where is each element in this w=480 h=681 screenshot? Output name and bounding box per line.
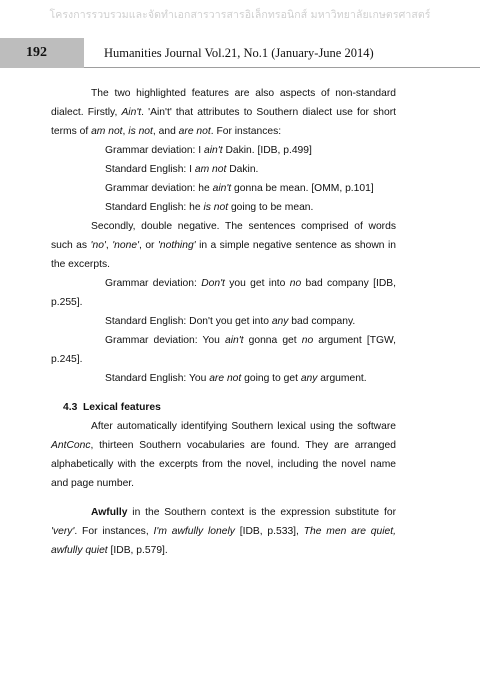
paragraph-ain't: The two highlighted features are also aspects of non-standard dialect. Firstly, Ain't. 'Ain't' that attributes to Southern dialect use for short terms of am not, is not, and are not. For instances:: [51, 88, 396, 137]
example-line: Grammar deviation: I ain't Dakin. [IDB, p.499]: [105, 145, 312, 156]
paragraph-lexical: After automatically identifying Southern lexical using the software AntConc, thirteen Southern vocabularies are found. They are arranged alphabetically with the excerpts from the novel, including the novel name and page number.: [51, 421, 396, 489]
spacer: [51, 493, 396, 503]
example-line: Standard English: I am not Dakin.: [105, 164, 259, 175]
example-line: Grammar deviation: Don't you get into no bad company [IDB, p.255].: [51, 278, 396, 308]
paragraph-awfully: Awfully in the Southern context is the expression substitute for 'very'. For instances, I'm awfully lonely [IDB, p.533], The men are quiet, awfully quiet [IDB, p.579].: [51, 507, 396, 556]
example-line: Grammar deviation: You ain't gonna get no argument [TGW, p.245].: [51, 335, 397, 365]
header-divider: [84, 67, 480, 68]
section-number: 4.3: [63, 402, 78, 413]
section-title: Lexical features: [83, 402, 161, 413]
example-line: Standard English: You are not going to get any argument.: [105, 373, 367, 384]
page-number-tab: [0, 38, 84, 68]
journal-title: Humanities Journal Vol.21, No.1 (January-June 2014): [104, 46, 374, 60]
example-line: Standard English: Don't you get into any bad company.: [105, 316, 356, 327]
example-line: Grammar deviation: he ain't gonna be mean. [OMM, p.101]: [105, 183, 374, 194]
body-text: [51, 84, 396, 560]
section-heading: [51, 398, 396, 417]
watermark: โครงการรวบรวมและจัดทำเอกสารวารสารอิเล็กทรอนิกส์ มหาวิทยาลัยเกษตรศาสตร์: [49, 9, 431, 21]
spacer: [51, 388, 396, 398]
running-header: [0, 38, 480, 68]
paragraph-double-negative: Secondly, double negative. The sentences comprised of words such as 'no', 'none', or 'nothing' in a simple negative sentence as shown in the excerpts.: [51, 221, 396, 270]
page-number: 192: [26, 45, 47, 60]
example-line: Standard English: he is not going to be mean.: [105, 202, 314, 213]
